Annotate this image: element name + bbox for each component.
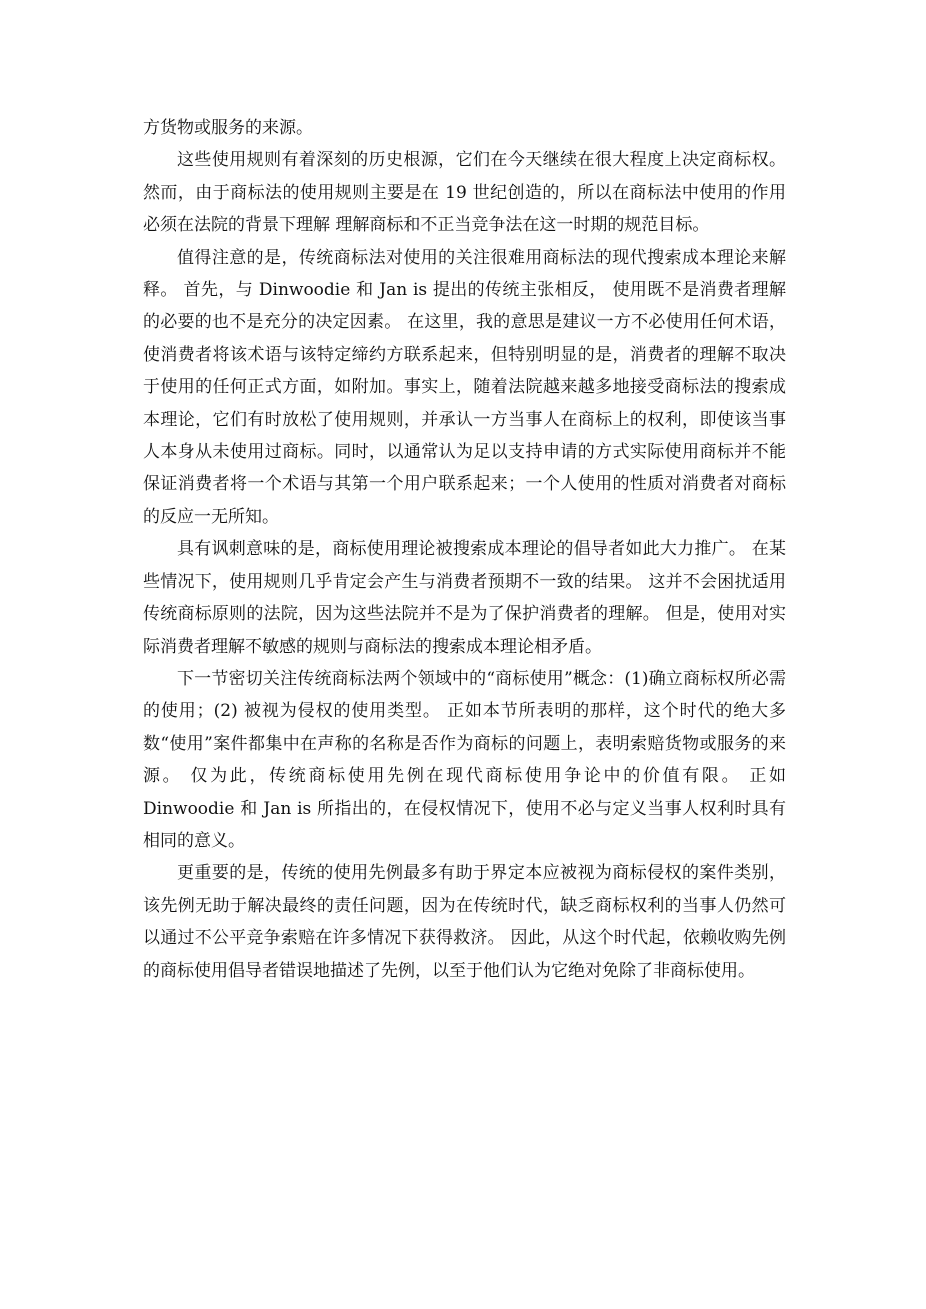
paragraph-irony: 具有讽刺意味的是，商标使用理论被搜索成本理论的倡导者如此大力推广。 在某些情况下，使用规则几乎肯定会产生与消费者预期不一致的结果。 这并不会困扰适用传统商标原则的法院，因为这些法院并不是为了保护消费者的理解。 但是，使用对实际消费者理解不敏感的规则与商标法的搜索成本理论相矛盾。 xyxy=(143,539,786,657)
paragraph-continuation: 方货物或服务的来源。 xyxy=(143,118,313,138)
paragraph-search-cost-theory: 值得注意的是，传统商标法对使用的关注很难用商标法的现代搜索成本理论来解释。 首先，与 Dinwoodie 和 Jan is 提出的传统主张相反， 使用既不是消费者理解的必要的也不是充分的决定因素。 在这里，我的意思是建议一方不必使用任何术语，使消费者将该术语与该特定缔约方联系起来，但特别明显的是，消费者的理解不取决于使用的任何正式方面，如附加。事实上，随着法院越来越多地接受商标法的搜索成本理论，它们有时放松了使用规则，并承认一方当事人在商标上的权利，即使该当事人本身从未使用过商标。同时，以通常认为足以支持申请的方式实际使用商标并不能保证消费者将一个术语与其第一个用户联系起来；一个人使用的性质对消费者对商标的反应一无所知。 xyxy=(143,247,786,527)
paragraph-next-section: 下一节密切关注传统商标法两个领域中的“商标使用”概念：(1)确立商标权所必需的使用；(2) 被视为侵权的使用类型。 正如本节所表明的那样，这个时代的绝大多数“使用”案件都集中在声称的名称是否作为商标的问题上，表明索赔货物或服务的来源。 仅为此，传统商标使用先例在现代商标使用争论中的价值有限。 正如 Dinwoodie 和 Jan is 所指出的，在侵权情况下，使用不必与定义当事人权利时具有相同的意义。 xyxy=(143,668,786,851)
paragraph-historical-roots: 这些使用规则有着深刻的历史根源，它们在今天继续在很大程度上决定商标权。 然而，由于商标法的使用规则主要是在 19 世纪创造的，所以在商标法中使用的作用必须在法院的背景下理解 理解商标和不正当竞争法在这一时期的规范目标。 xyxy=(143,150,786,236)
document-body xyxy=(143,112,786,987)
paragraph-more-important: 更重要的是，传统的使用先例最多有助于界定本应被视为商标侵权的案件类别，该先例无助于解决最终的责任问题，因为在传统时代，缺乏商标权利的当事人仍然可以通过不公平竞争索赔在许多情况下获得救济。 因此，从这个时代起，依赖收购先例的商标使用倡导者错误地描述了先例，以至于他们认为它绝对免除了非商标使用。 xyxy=(143,863,786,981)
